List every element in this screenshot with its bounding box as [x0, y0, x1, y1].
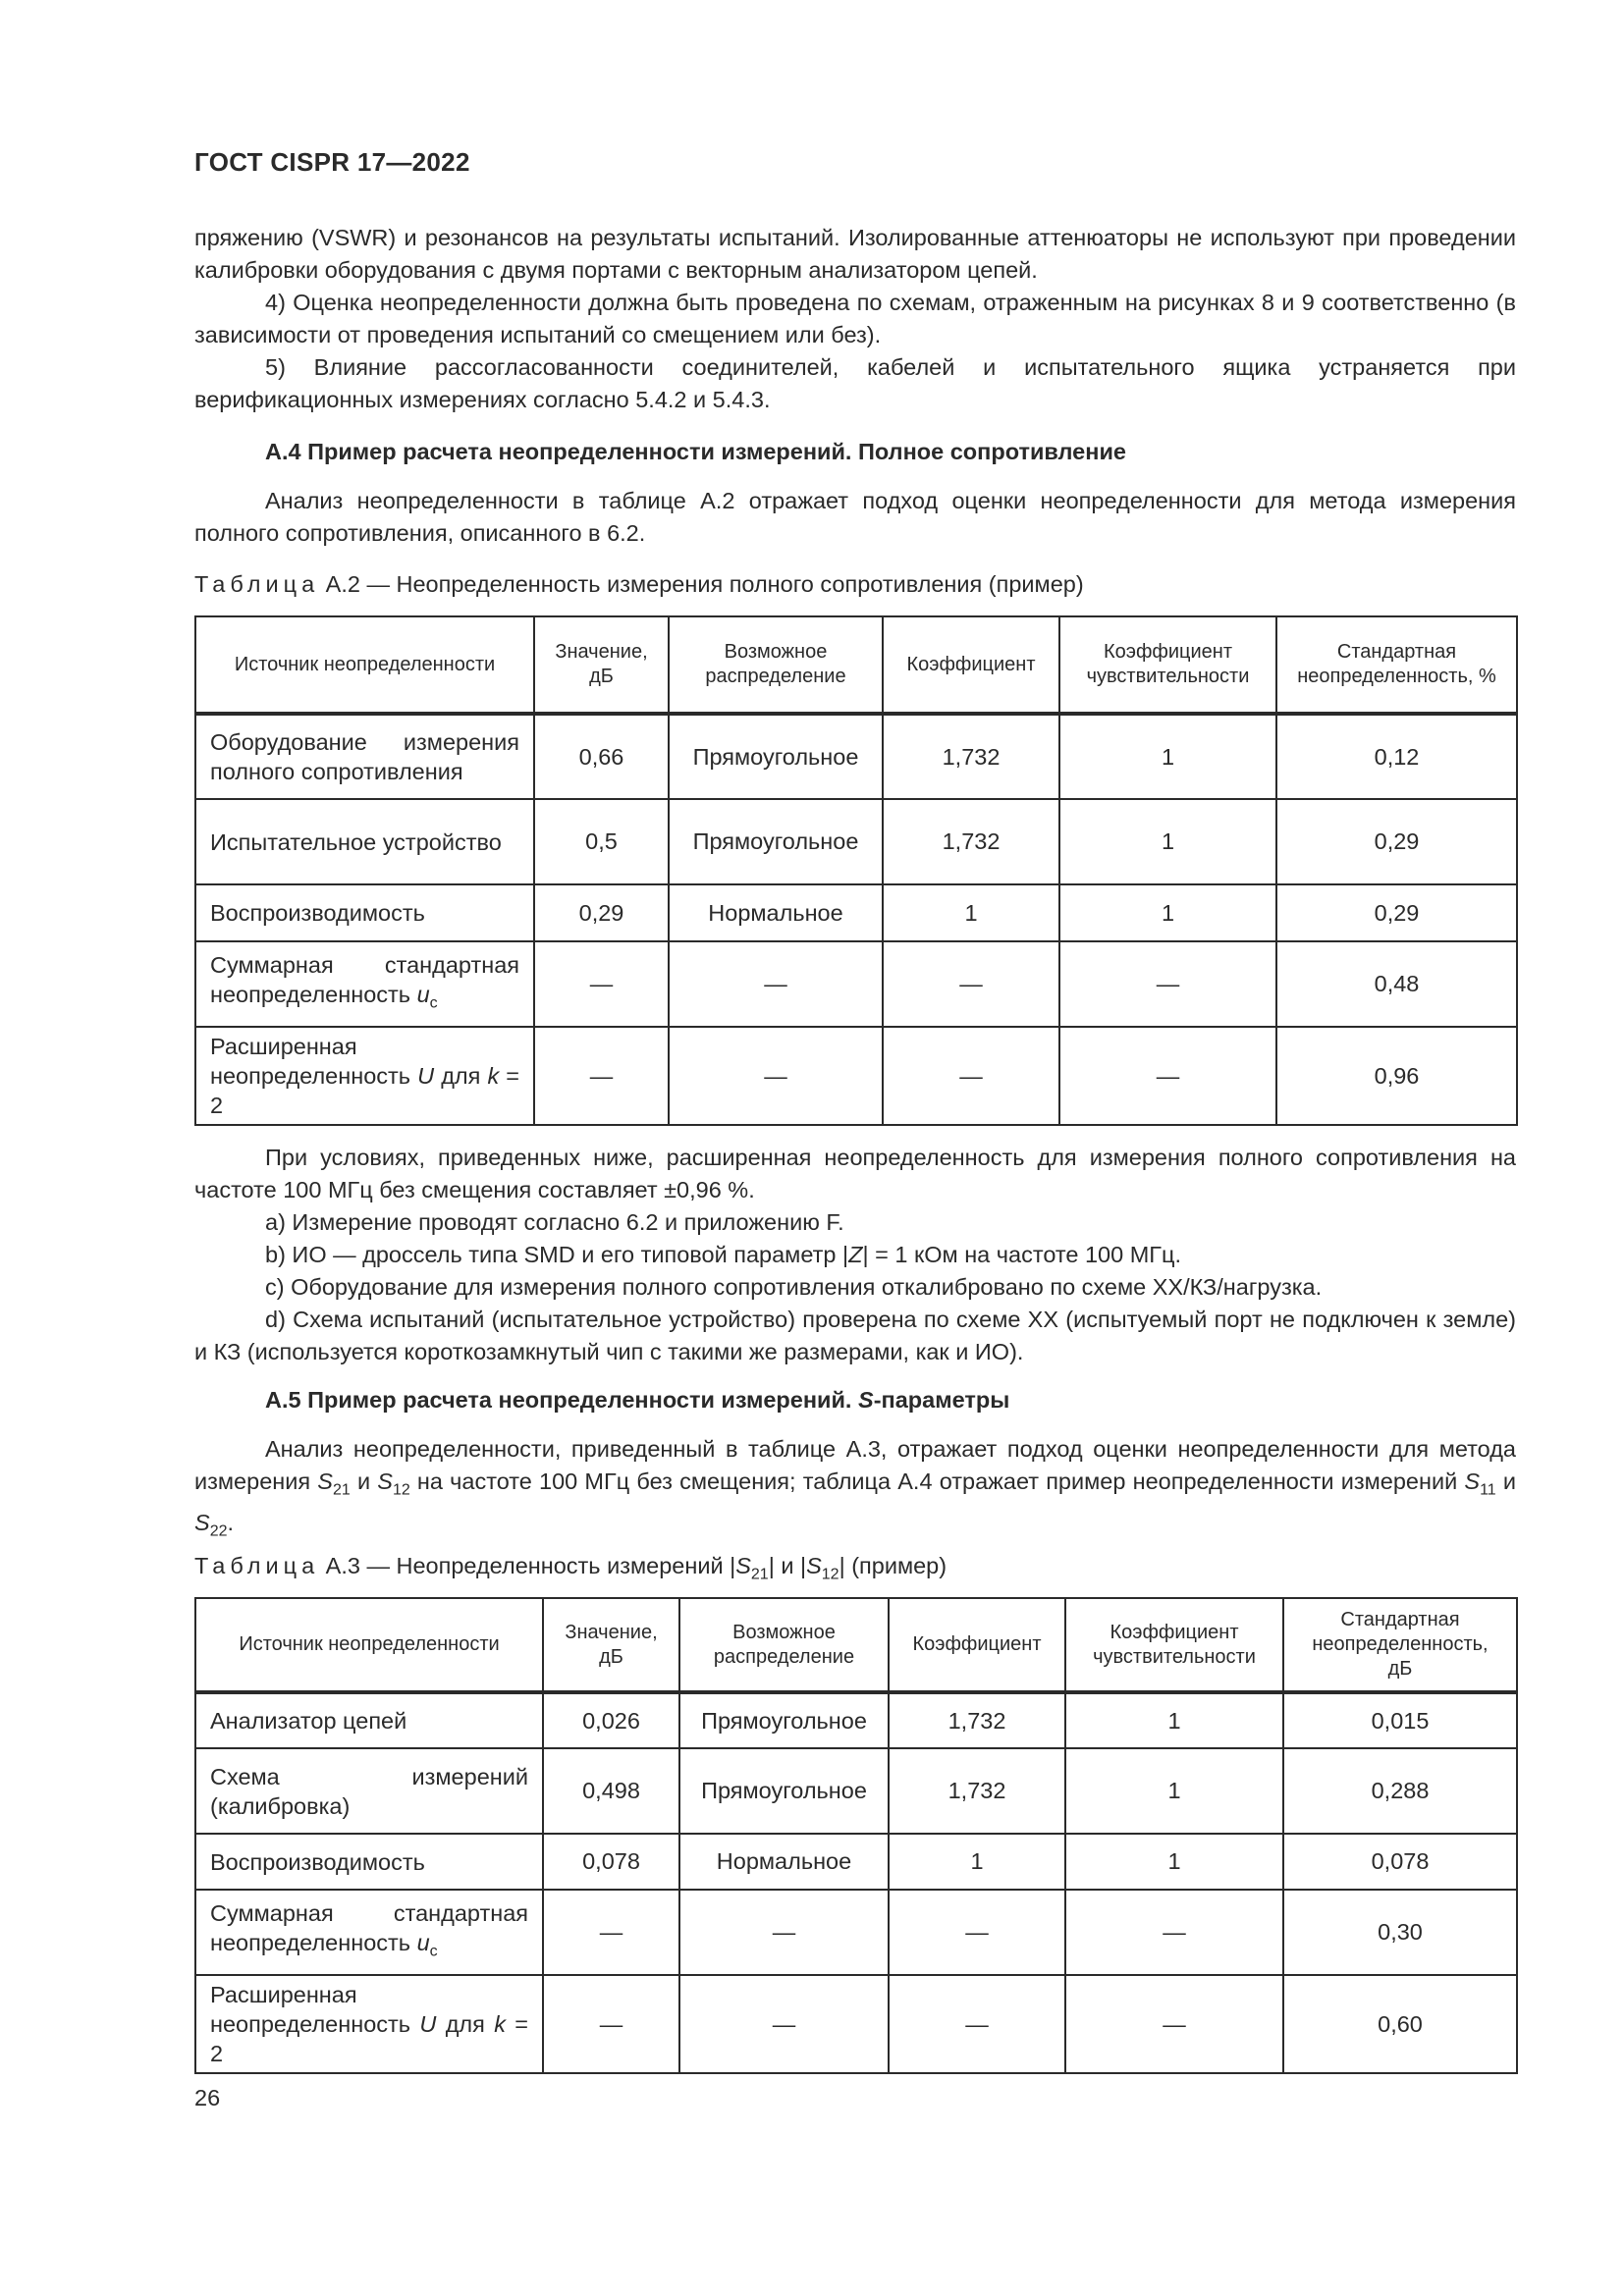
table-header-row	[195, 1598, 1517, 1692]
table-row	[195, 1027, 1517, 1125]
cell: Анализатор цепей	[195, 1692, 543, 1748]
cell: Испытательное устройство	[195, 799, 534, 884]
cell: Прямоугольное	[679, 1692, 889, 1748]
section-heading-a5: А.5 Пример расчета неопределенности измерений. S-параметры	[265, 1387, 1010, 1413]
cell: 1	[883, 884, 1059, 941]
cell: 1,732	[883, 799, 1059, 884]
paragraph: Анализ неопределенности, приведенный в таблице А.3, отражает подход оценки неопределенности для метода измерения $S_{21}$ и $S_{12}$ на частоте 100 МГц без смещения; таблица А.4 отражает пример неопределенности измерений $S_{11}$ и $S_{22}$.	[194, 1436, 1516, 1540]
cell: 0,078	[1283, 1834, 1517, 1890]
cell: 1,732	[889, 1748, 1065, 1834]
list-item-c: c) Оборудование для измерения полного сопротивления откалибровано по схеме ХХ/КЗ/нагрузка.	[265, 1274, 1323, 1300]
header-cell: Источник неопределенности	[195, 1598, 543, 1692]
list-item-b: b) ИО — дроссель типа SMD и его типовой параметр |Z| = 1 кОм на частоте 100 МГц.	[265, 1242, 1182, 1267]
cell: 1	[1059, 714, 1276, 799]
header-cell: Возможное распределение	[679, 1598, 889, 1692]
paragraph: При условиях, приведенных ниже, расширенная неопределенность для измерения полного сопротивления на частоте 100 МГц без смещения составляет ±0,96 %.	[194, 1145, 1516, 1202]
header-cell: Значение, дБ	[534, 616, 669, 714]
cell: —	[883, 1027, 1059, 1125]
cell: 1,732	[883, 714, 1059, 799]
header-cell: Коэффициент чувствительности	[1065, 1598, 1283, 1692]
table-row	[195, 799, 1517, 884]
cell: 0,288	[1283, 1748, 1517, 1834]
cell: Прямоугольное	[669, 714, 883, 799]
cell: Расширенная неопределенность U для k = 2	[195, 1027, 534, 1125]
cell: 1,732	[889, 1692, 1065, 1748]
cell: —	[1065, 1890, 1283, 1975]
header-cell: Коэффициент	[883, 616, 1059, 714]
cell: 1	[1059, 884, 1276, 941]
table-a2	[194, 615, 1518, 1126]
table-row	[195, 1890, 1517, 1975]
header-cell: Стандартная неопределенность, дБ	[1283, 1598, 1517, 1692]
table-row	[195, 1748, 1517, 1834]
page-number: 26	[194, 2085, 221, 2110]
paragraph: 5) Влияние рассогласованности соединителей, кабелей и испытательного ящика устраняется при верификационных измерениях согласно 5.4.2 и 5.4.3.	[194, 354, 1516, 412]
table-caption-a2: Таблица А.2 — Неопределенность измерения полного сопротивления (пример)	[194, 571, 1084, 597]
cell: Оборудование измерения полного сопротивления	[195, 714, 534, 799]
cell: 0,29	[1276, 884, 1517, 941]
cell: 0,66	[534, 714, 669, 799]
cell: 0,60	[1283, 1975, 1517, 2073]
document-header: ГОСТ CISPR 17—2022	[194, 147, 470, 177]
cell: 1	[1065, 1748, 1283, 1834]
cell: —	[669, 1027, 883, 1125]
cell: 1	[1059, 799, 1276, 884]
cell: 0,96	[1276, 1027, 1517, 1125]
cell: —	[1059, 941, 1276, 1027]
cell: —	[1059, 1027, 1276, 1125]
table-row	[195, 1692, 1517, 1748]
cell: —	[889, 1975, 1065, 2073]
cell: —	[543, 1975, 679, 2073]
cell: Нормальное	[669, 884, 883, 941]
cell: Суммарная стандартная неопределенность $u_c$	[195, 941, 534, 1027]
header-cell: Источник неопределенности	[195, 616, 534, 714]
cell: —	[534, 941, 669, 1027]
table-row	[195, 714, 1517, 799]
cell: 0,29	[1276, 799, 1517, 884]
cell: —	[889, 1890, 1065, 1975]
cell: Прямоугольное	[679, 1748, 889, 1834]
cell: Прямоугольное	[669, 799, 883, 884]
cell: Суммарная стандартная неопределенность $u_c$	[195, 1890, 543, 1975]
cell: —	[543, 1890, 679, 1975]
cell: 0,015	[1283, 1692, 1517, 1748]
list-item-a: a) Измерение проводят согласно 6.2 и приложению F.	[265, 1209, 844, 1235]
section-heading-a4: А.4 Пример расчета неопределенности измерений. Полное сопротивление	[265, 439, 1126, 464]
paragraph: пряжению (VSWR) и резонансов на результаты испытаний. Изолированные аттенюаторы не используют при проведении калибровки оборудования с двумя портами с векторным анализатором цепей.	[194, 225, 1516, 283]
paragraph: 4) Оценка неопределенности должна быть проведена по схемам, отраженным на рисунках 8 и 9 соответственно (в зависимости от проведения испытаний со смещением или без).	[194, 290, 1516, 347]
table-row	[195, 884, 1517, 941]
cell: 0,498	[543, 1748, 679, 1834]
table-row	[195, 941, 1517, 1027]
cell: 0,30	[1283, 1890, 1517, 1975]
cell: —	[679, 1975, 889, 2073]
cell: 1	[1065, 1834, 1283, 1890]
cell: Воспроизводимость	[195, 884, 534, 941]
header-cell: Значение, дБ	[543, 1598, 679, 1692]
list-item-d: d) Схема испытаний (испытательное устройство) проверена по схеме ХХ (испытуемый порт не подключен к земле) и КЗ (используется короткозамкнутый чип с такими же размерами, как и ИО).	[194, 1307, 1516, 1364]
header-cell: Коэффициент	[889, 1598, 1065, 1692]
cell: Воспроизводимость	[195, 1834, 543, 1890]
cell: 0,29	[534, 884, 669, 941]
table-row	[195, 1834, 1517, 1890]
table-header-row	[195, 616, 1517, 714]
cell: 0,026	[543, 1692, 679, 1748]
cell: Схема измерений (калибровка)	[195, 1748, 543, 1834]
header-cell: Возможное распределение	[669, 616, 883, 714]
cell: —	[883, 941, 1059, 1027]
cell: 0,12	[1276, 714, 1517, 799]
cell: —	[679, 1890, 889, 1975]
paragraph: Анализ неопределенности в таблице А.2 отражает подход оценки неопределенности для метода измерения полного сопротивления, описанного в 6.2.	[194, 488, 1516, 546]
cell: 0,48	[1276, 941, 1517, 1027]
header-cell: Стандартная неопределенность, %	[1276, 616, 1517, 714]
table-caption-a3: Таблица А.3 — Неопределенность измерений $|S_{21}|$ и $|S_{12}|$ (пример)	[194, 1553, 947, 1583]
cell: —	[669, 941, 883, 1027]
cell: 0,5	[534, 799, 669, 884]
header-cell: Коэффициент чувствительности	[1059, 616, 1276, 714]
cell: Расширенная неопределенность U для k = 2	[195, 1975, 543, 2073]
table-row	[195, 1975, 1517, 2073]
table-a3	[194, 1597, 1518, 2074]
cell: —	[534, 1027, 669, 1125]
cell: Нормальное	[679, 1834, 889, 1890]
cell: 1	[889, 1834, 1065, 1890]
cell: 1	[1065, 1692, 1283, 1748]
cell: —	[1065, 1975, 1283, 2073]
cell: 0,078	[543, 1834, 679, 1890]
